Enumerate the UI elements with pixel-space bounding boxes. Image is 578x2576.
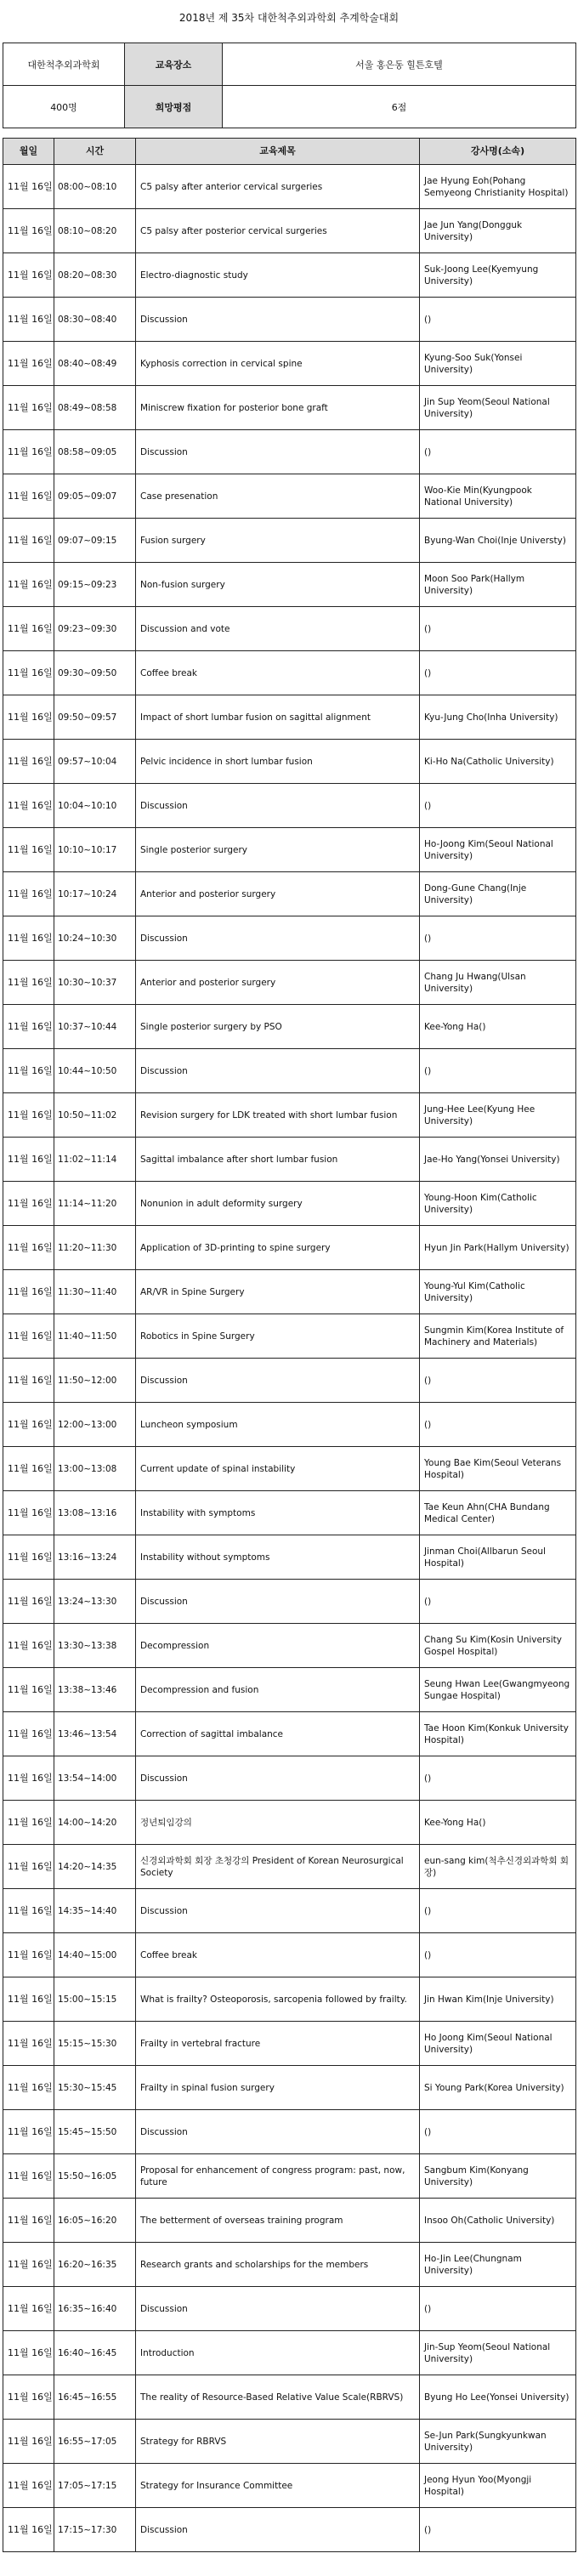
row-time: 13:16~13:24 — [54, 1535, 136, 1580]
row-title: Coffee break — [136, 1933, 420, 1977]
row-speaker: Insoo Oh(Catholic University) — [420, 2199, 576, 2243]
row-time: 14:20~14:35 — [54, 1845, 136, 1889]
credits-label: 희망평점 — [125, 86, 223, 128]
row-speaker: Ho-Joong Kim(Seoul National University) — [420, 828, 576, 872]
row-speaker: () — [420, 2287, 576, 2331]
row-speaker: Moon Soo Park(Hallym University) — [420, 563, 576, 607]
row-speaker: Jung-Hee Lee(Kyung Hee University) — [420, 1093, 576, 1138]
row-title: Case presenation — [136, 474, 420, 519]
table-row — [3, 740, 576, 784]
row-title: Luncheon symposium — [136, 1403, 420, 1447]
row-speaker: () — [420, 430, 576, 474]
row-date: 11월 16일 — [3, 1226, 54, 1270]
table-row — [3, 386, 576, 430]
row-title: Anterior and posterior surgery — [136, 872, 420, 916]
row-title: Frailty in vertebral fracture — [136, 2022, 420, 2066]
row-time: 16:55~17:05 — [54, 2420, 136, 2464]
row-speaker: Ho Joong Kim(Seoul National University) — [420, 2022, 576, 2066]
row-speaker: Kee-Yong Ha() — [420, 1005, 576, 1049]
row-date: 11월 16일 — [3, 2022, 54, 2066]
row-title: Discussion and vote — [136, 607, 420, 651]
row-title: Strategy for Insurance Committee — [136, 2464, 420, 2508]
row-time: 11:50~12:00 — [54, 1359, 136, 1403]
row-time: 10:44~10:50 — [54, 1049, 136, 1093]
row-speaker: Byung-Wan Choi(Inje Universty) — [420, 519, 576, 563]
row-speaker: Jinman Choi(Allbarun Seoul Hospital) — [420, 1535, 576, 1580]
row-speaker: eun-sang kim(척추신경외과학회 회장) — [420, 1845, 576, 1889]
row-date: 11월 16일 — [3, 209, 54, 253]
row-title: Electro-diagnostic study — [136, 253, 420, 298]
row-time: 13:38~13:46 — [54, 1668, 136, 1712]
table-row — [3, 1182, 576, 1226]
row-speaker: () — [420, 1049, 576, 1093]
row-date: 11월 16일 — [3, 2508, 54, 2552]
row-title: Research grants and scholarships for the members — [136, 2243, 420, 2287]
row-title: Single posterior surgery by PSO — [136, 1005, 420, 1049]
row-speaker: Sangbum Kim(Konyang University) — [420, 2154, 576, 2199]
row-title: The reality of Resource-Based Relative Value Scale(RBRVS) — [136, 2375, 420, 2420]
row-title: Sagittal imbalance after short lumbar fusion — [136, 1138, 420, 1182]
row-time: 16:20~16:35 — [54, 2243, 136, 2287]
table-row — [3, 828, 576, 872]
table-row — [3, 1977, 576, 2022]
row-speaker: () — [420, 916, 576, 961]
row-title: Revision surgery for LDK treated with short lumbar fusion — [136, 1093, 420, 1138]
row-speaker: Jin-Sup Yeom(Seoul National University) — [420, 2331, 576, 2375]
row-speaker: Hyun Jin Park(Hallym University) — [420, 1226, 576, 1270]
row-title: Discussion — [136, 1049, 420, 1093]
row-speaker: Kyung-Soo Suk(Yonsei University) — [420, 342, 576, 386]
row-time: 10:24~10:30 — [54, 916, 136, 961]
row-date: 11월 16일 — [3, 651, 54, 695]
row-date: 11월 16일 — [3, 2375, 54, 2420]
row-date: 11월 16일 — [3, 430, 54, 474]
row-date: 11월 16일 — [3, 298, 54, 342]
row-date: 11월 16일 — [3, 1093, 54, 1138]
row-date: 11월 16일 — [3, 1889, 54, 1933]
row-date: 11월 16일 — [3, 784, 54, 828]
row-time: 08:40~08:49 — [54, 342, 136, 386]
row-speaker: Jeong Hyun Yoo(Myongji Hospital) — [420, 2464, 576, 2508]
table-row — [3, 1226, 576, 1270]
row-title: Discussion — [136, 2287, 420, 2331]
row-time: 16:40~16:45 — [54, 2331, 136, 2375]
row-title: Decompression and fusion — [136, 1668, 420, 1712]
row-time: 09:30~09:50 — [54, 651, 136, 695]
row-time: 09:57~10:04 — [54, 740, 136, 784]
table-row — [3, 872, 576, 916]
table-row — [3, 519, 576, 563]
row-date: 11월 16일 — [3, 916, 54, 961]
table-row — [3, 2508, 576, 2552]
table-row — [3, 1668, 576, 1712]
row-date: 11월 16일 — [3, 2066, 54, 2110]
row-speaker: () — [420, 784, 576, 828]
schedule-body — [3, 139, 576, 2552]
row-title: C5 palsy after posterior cervical surgeries — [136, 209, 420, 253]
table-row — [3, 2154, 576, 2199]
table-row — [3, 1447, 576, 1491]
row-date: 11월 16일 — [3, 1977, 54, 2022]
table-row — [3, 2287, 576, 2331]
row-title: Decompression — [136, 1624, 420, 1668]
row-time: 08:10~08:20 — [54, 209, 136, 253]
row-speaker: () — [420, 1756, 576, 1801]
row-title: Single posterior surgery — [136, 828, 420, 872]
row-date: 11월 16일 — [3, 1580, 54, 1624]
table-row — [3, 2464, 576, 2508]
info-row-venue — [3, 43, 576, 86]
table-row — [3, 1314, 576, 1359]
table-row — [3, 695, 576, 740]
row-time: 13:54~14:00 — [54, 1756, 136, 1801]
row-title: Introduction — [136, 2331, 420, 2375]
row-time: 13:00~13:08 — [54, 1447, 136, 1491]
row-date: 11월 16일 — [3, 1447, 54, 1491]
table-row — [3, 253, 576, 298]
row-time: 09:23~09:30 — [54, 607, 136, 651]
table-row — [3, 2243, 576, 2287]
row-time: 08:00~08:10 — [54, 165, 136, 209]
row-date: 11월 16일 — [3, 828, 54, 872]
row-speaker: Chang Su Kim(Kosin University Gospel Hospital) — [420, 1624, 576, 1668]
row-date: 11월 16일 — [3, 474, 54, 519]
row-date: 11월 16일 — [3, 1624, 54, 1668]
row-date: 11월 16일 — [3, 1933, 54, 1977]
row-time: 17:15~17:30 — [54, 2508, 136, 2552]
row-date: 11월 16일 — [3, 1535, 54, 1580]
row-title: Strategy for RBRVS — [136, 2420, 420, 2464]
organizer-name: 대한척추외과학회 — [3, 43, 125, 86]
row-time: 09:07~09:15 — [54, 519, 136, 563]
table-row — [3, 1491, 576, 1535]
row-date: 11월 16일 — [3, 1845, 54, 1889]
row-title: Nonunion in adult deformity surgery — [136, 1182, 420, 1226]
row-date: 11월 16일 — [3, 1314, 54, 1359]
row-speaker: Kee-Yong Ha() — [420, 1801, 576, 1845]
row-speaker: Ho-Jin Lee(Chungnam University) — [420, 2243, 576, 2287]
table-row — [3, 165, 576, 209]
row-time: 10:30~10:37 — [54, 961, 136, 1005]
row-title: Proposal for enhancement of congress program: past, now, future — [136, 2154, 420, 2199]
row-time: 09:15~09:23 — [54, 563, 136, 607]
row-date: 11월 16일 — [3, 2154, 54, 2199]
row-title: Pelvic incidence in short lumbar fusion — [136, 740, 420, 784]
row-date: 11월 16일 — [3, 961, 54, 1005]
row-speaker: Tae Hoon Kim(Konkuk University Hospital) — [420, 1712, 576, 1756]
table-row — [3, 2022, 576, 2066]
row-speaker: Woo-Kie Min(Kyungpook National University) — [420, 474, 576, 519]
table-row — [3, 298, 576, 342]
row-speaker: () — [420, 1580, 576, 1624]
table-row — [3, 1933, 576, 1977]
row-speaker: Tae Keun Ahn(CHA Bundang Medical Center) — [420, 1491, 576, 1535]
row-time: 08:30~08:40 — [54, 298, 136, 342]
table-row — [3, 607, 576, 651]
row-time: 10:04~10:10 — [54, 784, 136, 828]
schedule-header-row — [3, 139, 576, 165]
row-speaker: Young-Yul Kim(Catholic University) — [420, 1270, 576, 1314]
row-speaker: Dong-Gune Chang(Inje University) — [420, 872, 576, 916]
row-time: 13:30~13:38 — [54, 1624, 136, 1668]
row-date: 11월 16일 — [3, 607, 54, 651]
row-time: 14:00~14:20 — [54, 1801, 136, 1845]
table-row — [3, 1138, 576, 1182]
row-date: 11월 16일 — [3, 2420, 54, 2464]
row-time: 15:00~15:15 — [54, 1977, 136, 2022]
table-row — [3, 2375, 576, 2420]
row-date: 11월 16일 — [3, 165, 54, 209]
table-row — [3, 1845, 576, 1889]
row-speaker: () — [420, 607, 576, 651]
schedule-table — [3, 138, 576, 2552]
row-title: 신경외과학회 회장 초청강의 President of Korean Neurosurgical Society — [136, 1845, 420, 1889]
row-time: 16:45~16:55 — [54, 2375, 136, 2420]
row-speaker: Sungmin Kim(Korea Institute of Machinery and Materials) — [420, 1314, 576, 1359]
table-row — [3, 1580, 576, 1624]
venue-value: 서울 홍은동 힐튼호텔 — [223, 43, 576, 86]
row-speaker: () — [420, 2508, 576, 2552]
row-date: 11월 16일 — [3, 342, 54, 386]
row-speaker: Jin Sup Yeom(Seoul National University) — [420, 386, 576, 430]
row-time: 13:08~13:16 — [54, 1491, 136, 1535]
table-row — [3, 474, 576, 519]
row-date: 11월 16일 — [3, 1005, 54, 1049]
row-title: Discussion — [136, 1359, 420, 1403]
row-title: Application of 3D-printing to spine surgery — [136, 1226, 420, 1270]
row-title: Discussion — [136, 1580, 420, 1624]
row-title: AR/VR in Spine Surgery — [136, 1270, 420, 1314]
row-speaker: Young Bae Kim(Seoul Veterans Hospital) — [420, 1447, 576, 1491]
row-time: 10:10~10:17 — [54, 828, 136, 872]
table-row — [3, 1712, 576, 1756]
row-time: 11:14~11:20 — [54, 1182, 136, 1226]
table-row — [3, 651, 576, 695]
row-time: 15:45~15:50 — [54, 2110, 136, 2154]
table-row — [3, 1535, 576, 1580]
row-time: 13:24~13:30 — [54, 1580, 136, 1624]
row-speaker: Kyu-Jung Cho(Inha University) — [420, 695, 576, 740]
table-row — [3, 563, 576, 607]
column-header-date: 월일 — [3, 139, 54, 165]
row-title: What is frailty? Osteoporosis, sarcopenia followed by frailty. — [136, 1977, 420, 2022]
row-time: 14:35~14:40 — [54, 1889, 136, 1933]
row-date: 11월 16일 — [3, 1138, 54, 1182]
row-speaker: Suk-Joong Lee(Kyemyung University) — [420, 253, 576, 298]
row-time: 13:46~13:54 — [54, 1712, 136, 1756]
row-date: 11월 16일 — [3, 1270, 54, 1314]
row-title: Anterior and posterior surgery — [136, 961, 420, 1005]
row-title: Instability with symptoms — [136, 1491, 420, 1535]
table-row — [3, 784, 576, 828]
row-title: Kyphosis correction in cervical spine — [136, 342, 420, 386]
column-header-title: 교육제목 — [136, 139, 420, 165]
table-row — [3, 1270, 576, 1314]
table-row — [3, 2420, 576, 2464]
row-time: 10:37~10:44 — [54, 1005, 136, 1049]
row-date: 11월 16일 — [3, 1712, 54, 1756]
column-header-speaker: 강사명(소속) — [420, 139, 576, 165]
row-time: 15:15~15:30 — [54, 2022, 136, 2066]
row-date: 11월 16일 — [3, 1668, 54, 1712]
row-time: 08:58~09:05 — [54, 430, 136, 474]
row-date: 11월 16일 — [3, 2287, 54, 2331]
table-row — [3, 2110, 576, 2154]
row-title: Discussion — [136, 784, 420, 828]
row-title: Discussion — [136, 1756, 420, 1801]
table-row — [3, 916, 576, 961]
row-date: 11월 16일 — [3, 563, 54, 607]
row-date: 11월 16일 — [3, 386, 54, 430]
row-title: Correction of sagittal imbalance — [136, 1712, 420, 1756]
row-speaker: () — [420, 1889, 576, 1933]
row-time: 15:50~16:05 — [54, 2154, 136, 2199]
row-time: 16:05~16:20 — [54, 2199, 136, 2243]
row-date: 11월 16일 — [3, 1182, 54, 1226]
table-row — [3, 430, 576, 474]
row-title: Discussion — [136, 430, 420, 474]
table-row — [3, 1756, 576, 1801]
row-speaker: Seung Hwan Lee(Gwangmyeong Sungae Hospital) — [420, 1668, 576, 1712]
row-title: Miniscrew fixation for posterior bone graft — [136, 386, 420, 430]
row-date: 11월 16일 — [3, 519, 54, 563]
row-title: Frailty in spinal fusion surgery — [136, 2066, 420, 2110]
table-row — [3, 961, 576, 1005]
row-title: Discussion — [136, 298, 420, 342]
row-time: 11:30~11:40 — [54, 1270, 136, 1314]
row-speaker: Young-Hoon Kim(Catholic University) — [420, 1182, 576, 1226]
row-speaker: () — [420, 2110, 576, 2154]
row-speaker: Jae Jun Yang(Dongguk University) — [420, 209, 576, 253]
row-time: 11:20~11:30 — [54, 1226, 136, 1270]
row-time: 17:05~17:15 — [54, 2464, 136, 2508]
row-speaker: Chang Ju Hwang(Ulsan University) — [420, 961, 576, 1005]
event-info-table — [3, 43, 576, 128]
row-speaker: () — [420, 298, 576, 342]
row-speaker: () — [420, 1403, 576, 1447]
row-time: 08:49~08:58 — [54, 386, 136, 430]
row-title: C5 palsy after anterior cervical surgeries — [136, 165, 420, 209]
row-title: 정년퇴임강의 — [136, 1801, 420, 1845]
row-title: Discussion — [136, 2110, 420, 2154]
row-speaker: () — [420, 1933, 576, 1977]
table-row — [3, 2066, 576, 2110]
row-title: Non-fusion surgery — [136, 563, 420, 607]
row-time: 10:17~10:24 — [54, 872, 136, 916]
row-time: 08:20~08:30 — [54, 253, 136, 298]
row-time: 11:02~11:14 — [54, 1138, 136, 1182]
table-row — [3, 1049, 576, 1093]
document-title: 2018년 제 35차 대한척추외과학회 추계학술대회 — [178, 12, 400, 24]
row-time: 16:35~16:40 — [54, 2287, 136, 2331]
row-speaker: Ki-Ho Na(Catholic University) — [420, 740, 576, 784]
table-row — [3, 1005, 576, 1049]
info-row-credits — [3, 86, 576, 128]
row-title: Discussion — [136, 2508, 420, 2552]
table-row — [3, 1801, 576, 1845]
row-title: Robotics in Spine Surgery — [136, 1314, 420, 1359]
table-row — [3, 1359, 576, 1403]
row-speaker: Se-Jun Park(Sungkyunkwan University) — [420, 2420, 576, 2464]
table-row — [3, 2199, 576, 2243]
table-row — [3, 2331, 576, 2375]
row-date: 11월 16일 — [3, 253, 54, 298]
row-title: Current update of spinal instability — [136, 1447, 420, 1491]
row-speaker: () — [420, 1359, 576, 1403]
row-title: Impact of short lumbar fusion on sagittal alignment — [136, 695, 420, 740]
row-date: 11월 16일 — [3, 740, 54, 784]
row-date: 11월 16일 — [3, 1359, 54, 1403]
row-date: 11월 16일 — [3, 2331, 54, 2375]
table-row — [3, 209, 576, 253]
table-row — [3, 1093, 576, 1138]
table-row — [3, 1889, 576, 1933]
row-date: 11월 16일 — [3, 1801, 54, 1845]
row-date: 11월 16일 — [3, 695, 54, 740]
column-header-time: 시간 — [54, 139, 136, 165]
row-date: 11월 16일 — [3, 1049, 54, 1093]
capacity-value: 400명 — [3, 86, 125, 128]
row-time: 14:40~15:00 — [54, 1933, 136, 1977]
row-date: 11월 16일 — [3, 2199, 54, 2243]
table-row — [3, 342, 576, 386]
row-date: 11월 16일 — [3, 1756, 54, 1801]
row-time: 10:50~11:02 — [54, 1093, 136, 1138]
row-speaker: Byung Ho Lee(Yonsei University) — [420, 2375, 576, 2420]
row-title: Discussion — [136, 916, 420, 961]
row-speaker: Si Young Park(Korea University) — [420, 2066, 576, 2110]
row-date: 11월 16일 — [3, 872, 54, 916]
row-title: Fusion surgery — [136, 519, 420, 563]
row-date: 11월 16일 — [3, 2243, 54, 2287]
row-time: 12:00~13:00 — [54, 1403, 136, 1447]
row-speaker: () — [420, 651, 576, 695]
row-date: 11월 16일 — [3, 1403, 54, 1447]
row-title: Discussion — [136, 1889, 420, 1933]
credits-value: 6점 — [223, 86, 576, 128]
row-time: 15:30~15:45 — [54, 2066, 136, 2110]
table-row — [3, 1403, 576, 1447]
row-speaker: Jae Hyung Eoh(Pohang Semyeong Christianity Hospital) — [420, 165, 576, 209]
row-time: 09:05~09:07 — [54, 474, 136, 519]
venue-label: 교육장소 — [125, 43, 223, 86]
table-row — [3, 1624, 576, 1668]
row-date: 11월 16일 — [3, 1491, 54, 1535]
row-speaker: Jin Hwan Kim(Inje University) — [420, 1977, 576, 2022]
row-time: 11:40~11:50 — [54, 1314, 136, 1359]
row-speaker: Jae-Ho Yang(Yonsei University) — [420, 1138, 576, 1182]
row-date: 11월 16일 — [3, 2464, 54, 2508]
row-title: Instability without symptoms — [136, 1535, 420, 1580]
row-title: The betterment of overseas training program — [136, 2199, 420, 2243]
row-title: Coffee break — [136, 651, 420, 695]
row-time: 09:50~09:57 — [54, 695, 136, 740]
row-date: 11월 16일 — [3, 2110, 54, 2154]
